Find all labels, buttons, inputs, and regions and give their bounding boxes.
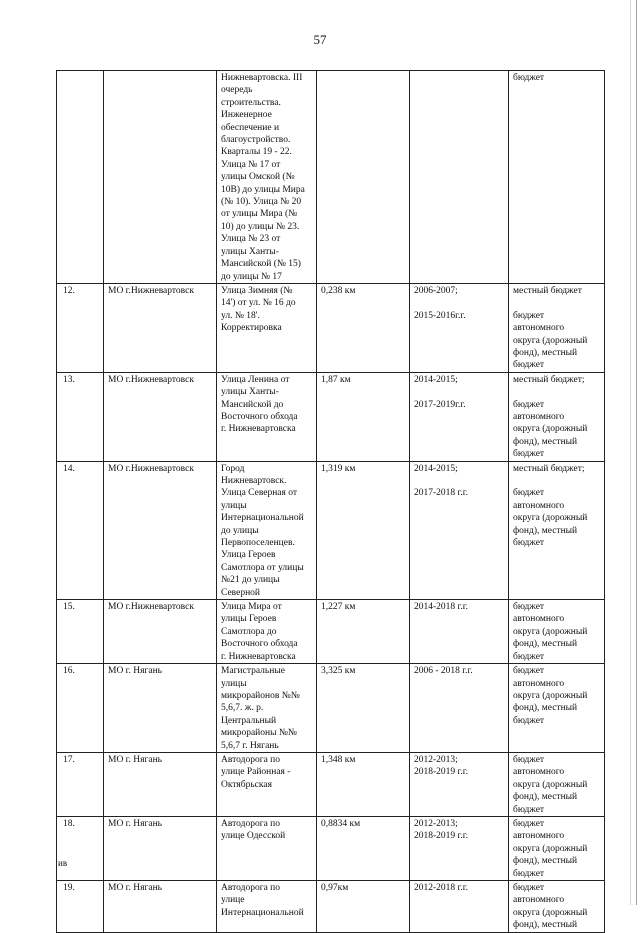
length-cell: 0,8834 км: [317, 816, 410, 880]
object-name-cell: Магистральные улицы микрорайонов №№ 5,6,7. ж. р. Центральный микрорайоны №№ 5,6,7 г. Нягань: [217, 664, 317, 753]
table-row: [57, 372, 605, 461]
footer-code: ив: [58, 858, 68, 868]
row-number-cell: 12.: [57, 283, 104, 372]
object-name-cell: Автодорога по улице Районная - Октябрьская: [217, 752, 317, 816]
row-number-cell: 15.: [57, 600, 104, 664]
row-number-cell: [57, 71, 104, 284]
length-cell: 0,97км: [317, 881, 410, 933]
municipality-cell: МО г. Нягань: [104, 816, 217, 880]
table-row: [57, 71, 605, 284]
period-cell: 2006 - 2018 г.г.: [410, 664, 509, 753]
page-number: 57: [313, 32, 327, 47]
table-row: [57, 283, 605, 372]
table-row: [57, 881, 605, 933]
length-cell: [317, 71, 410, 284]
funding-cell: местный бюджет; бюджет автономного округа (дорожный фонд), местный бюджет: [509, 461, 605, 599]
period-cell: 2006-2007; 2015-2016г.г.: [410, 283, 509, 372]
period-cell: 2014-2015; 2017-2019г.г.: [410, 372, 509, 461]
period-cell: 2012-2013; 2018-2019 г.г.: [410, 752, 509, 816]
table-row: [57, 752, 605, 816]
length-cell: 1,348 км: [317, 752, 410, 816]
object-name-cell: Автодорога по улице Одесской: [217, 816, 317, 880]
length-cell: 1,227 км: [317, 600, 410, 664]
length-cell: 1,319 км: [317, 461, 410, 599]
object-name-cell: Улица Ленина от улицы Ханты- Мансийской до Восточного обхода г. Нижневартовска: [217, 372, 317, 461]
period-cell: 2014-2015; 2017-2018 г.г.: [410, 461, 509, 599]
row-number-cell: 13.: [57, 372, 104, 461]
funding-cell: бюджет автономного округа (дорожный фонд), местный бюджет: [509, 816, 605, 880]
table-body: [57, 71, 605, 933]
row-number-cell: 18.: [57, 816, 104, 880]
funding-cell: бюджет автономного округа (дорожный фонд), местный бюджет: [509, 752, 605, 816]
funding-cell: местный бюджет бюджет автономного округа (дорожный фонд), местный бюджет: [509, 283, 605, 372]
municipality-cell: [104, 71, 217, 284]
table-row: [57, 816, 605, 880]
object-name-cell: Город Нижневартовск. Улица Северная от улицы Интернациональной до улицы Первопоселенцев. Улица Героев Самотлора от улицы №21 до улицы Северной: [217, 461, 317, 599]
funding-cell: бюджет автономного округа (дорожный фонд), местный: [509, 881, 605, 933]
municipality-cell: МО г. Нягань: [104, 752, 217, 816]
object-name-cell: Улица Мира от улицы Героев Самотлора до Восточного обхода г. Нижневартовска: [217, 600, 317, 664]
period-cell: 2014-2018 г.г.: [410, 600, 509, 664]
municipality-cell: МО г. Нягань: [104, 881, 217, 933]
row-number-cell: 16.: [57, 664, 104, 753]
municipality-cell: МО г.Нижневартовск: [104, 283, 217, 372]
page-edge-line: [630, 0, 631, 905]
period-cell: 2012-2018 г.г.: [410, 881, 509, 933]
row-number-cell: 14.: [57, 461, 104, 599]
length-cell: 1,87 км: [317, 372, 410, 461]
table-row: [57, 461, 605, 599]
funding-cell: бюджет автономного округа (дорожный фонд), местный бюджет: [509, 600, 605, 664]
municipality-cell: МО г.Нижневартовск: [104, 600, 217, 664]
row-number-cell: 19.: [57, 881, 104, 933]
municipality-cell: МО г. Нягань: [104, 664, 217, 753]
page-edge-line: [636, 0, 637, 905]
period-cell: [410, 71, 509, 284]
length-cell: 3,325 км: [317, 664, 410, 753]
funding-cell: бюджет: [509, 71, 605, 284]
length-cell: 0,238 км: [317, 283, 410, 372]
municipality-cell: МО г.Нижневартовск: [104, 372, 217, 461]
row-number-cell: 17.: [57, 752, 104, 816]
funding-cell: местный бюджет; бюджет автономного округа (дорожный фонд), местный бюджет: [509, 372, 605, 461]
roads-table: [56, 70, 605, 933]
municipality-cell: МО г.Нижневартовск: [104, 461, 217, 599]
period-cell: 2012-2013; 2018-2019 г.г.: [410, 816, 509, 880]
object-name-cell: Улица Зимняя (№ 14') от ул. № 16 до ул. № 18'. Корректировка: [217, 283, 317, 372]
table-row: [57, 664, 605, 753]
funding-cell: бюджет автономного округа (дорожный фонд), местный бюджет: [509, 664, 605, 753]
object-name-cell: Автодорога по улице Интернациональной: [217, 881, 317, 933]
object-name-cell: Нижневартовска. III очередь строительства. Инженерное обеспечение и благоустройство. Кварталы 19 - 22. Улица № 17 от улицы Омской (№ 10В) до улицы Мира (№ 10). Улица № 20 от улицы Мира (№ 10) до улицы № 23. Улица № 23 от улицы Ханты- Мансийской (№ 15) до улицы № 17: [217, 71, 317, 284]
table-row: [57, 600, 605, 664]
